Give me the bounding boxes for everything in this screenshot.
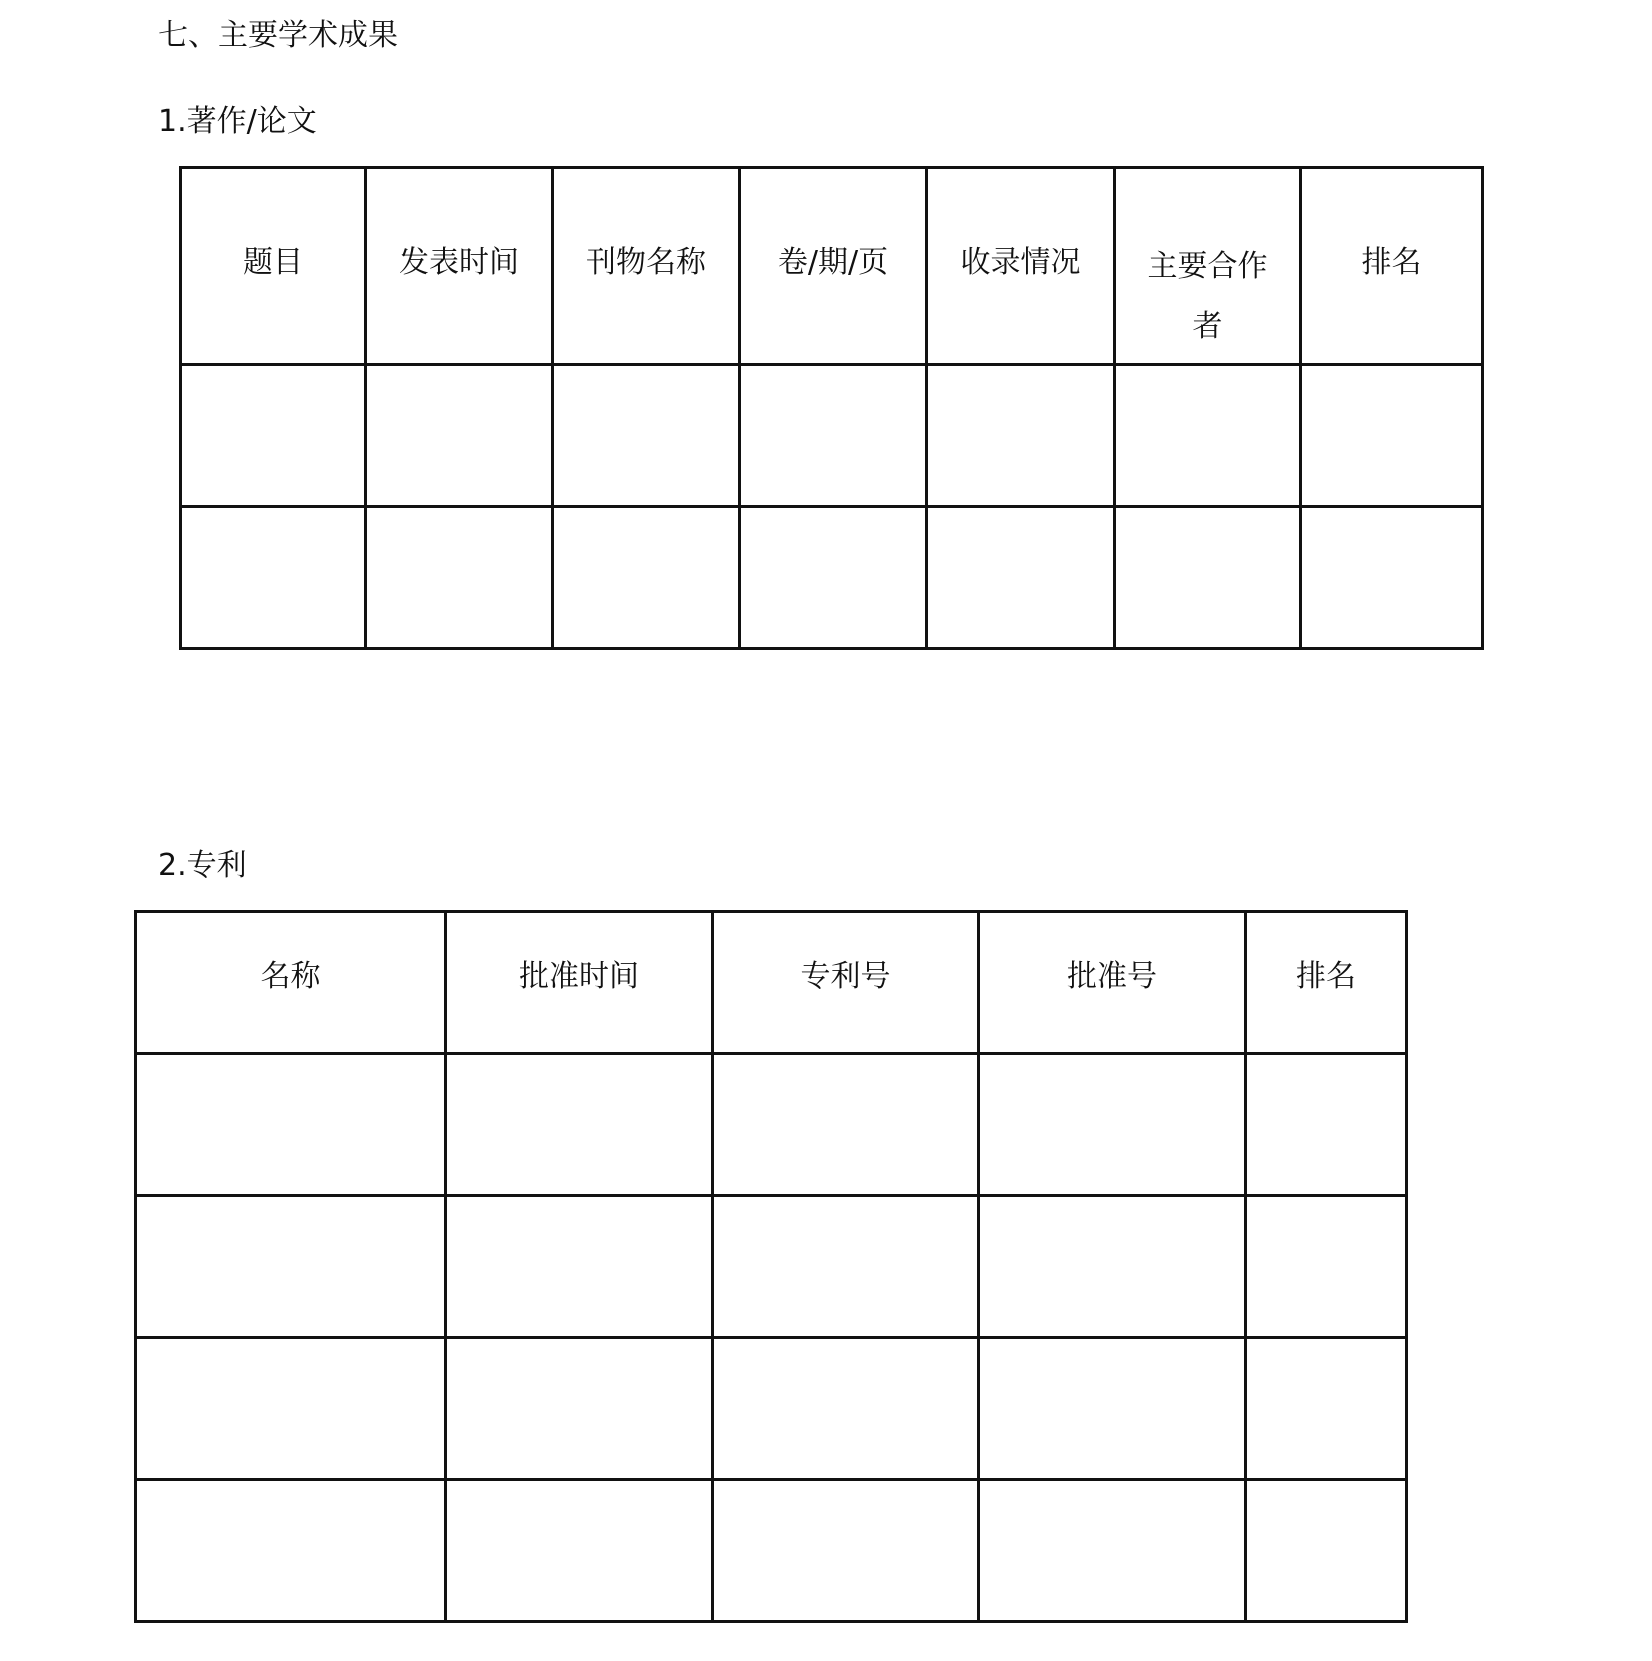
table-cell[interactable]	[181, 365, 366, 507]
works-subtitle: 1.著作/论文	[158, 104, 317, 139]
patents-header-approval-number: 批准号	[979, 912, 1246, 1054]
works-header-volume-issue-page: 卷/期/页	[740, 168, 927, 365]
table-cell[interactable]	[979, 1480, 1246, 1622]
patents-header-approval-date: 批准时间	[446, 912, 713, 1054]
coauthor-line-1: 主要合作	[1147, 249, 1268, 284]
table-cell[interactable]	[927, 507, 1115, 649]
works-header-coauthors	[1115, 168, 1301, 365]
table-cell[interactable]	[979, 1054, 1246, 1196]
table-cell[interactable]	[713, 1480, 979, 1622]
works-header-journal-name: 刊物名称	[553, 168, 740, 365]
table-cell[interactable]	[927, 365, 1115, 507]
table-cell[interactable]	[553, 507, 740, 649]
table-cell[interactable]	[1246, 1338, 1407, 1480]
patents-header-rank: 排名	[1246, 912, 1407, 1054]
table-cell[interactable]	[740, 365, 927, 507]
table-cell[interactable]	[713, 1338, 979, 1480]
table-cell[interactable]	[366, 507, 553, 649]
table-cell[interactable]	[446, 1338, 713, 1480]
table-cell[interactable]	[1246, 1196, 1407, 1338]
table-cell[interactable]	[979, 1338, 1246, 1480]
works-header-indexing: 收录情况	[927, 168, 1115, 365]
table-row	[136, 1338, 1407, 1480]
patents-table	[134, 910, 1408, 1623]
works-header-title: 题目	[181, 168, 366, 365]
table-row	[136, 1480, 1407, 1622]
table-cell[interactable]	[181, 507, 366, 649]
table-cell[interactable]	[1246, 1480, 1407, 1622]
works-header-row	[181, 168, 1483, 365]
table-row	[136, 1054, 1407, 1196]
table-cell[interactable]	[136, 1054, 446, 1196]
table-cell[interactable]	[136, 1196, 446, 1338]
table-cell[interactable]	[713, 1196, 979, 1338]
table-row	[136, 1196, 1407, 1338]
patents-header-patent-number: 专利号	[713, 912, 979, 1054]
table-row	[181, 365, 1483, 507]
patents-header-row	[136, 912, 1407, 1054]
table-cell[interactable]	[553, 365, 740, 507]
table-cell[interactable]	[979, 1196, 1246, 1338]
patents-subtitle: 2.专利	[158, 848, 247, 883]
table-cell[interactable]	[1115, 507, 1301, 649]
table-cell[interactable]	[136, 1338, 446, 1480]
table-cell[interactable]	[446, 1196, 713, 1338]
table-cell[interactable]	[446, 1480, 713, 1622]
patents-header-name: 名称	[136, 912, 446, 1054]
works-header-rank: 排名	[1301, 168, 1483, 365]
table-cell[interactable]	[713, 1054, 979, 1196]
table-cell[interactable]	[366, 365, 553, 507]
table-cell[interactable]	[1246, 1054, 1407, 1196]
works-header-publish-date: 发表时间	[366, 168, 553, 365]
table-cell[interactable]	[740, 507, 927, 649]
table-cell[interactable]	[1301, 365, 1483, 507]
section-title: 七、主要学术成果	[158, 18, 398, 53]
table-cell[interactable]	[1115, 365, 1301, 507]
table-cell[interactable]	[1301, 507, 1483, 649]
table-cell[interactable]	[446, 1054, 713, 1196]
table-cell[interactable]	[136, 1480, 446, 1622]
works-table	[179, 166, 1484, 650]
coauthor-line-2: 者	[1192, 309, 1223, 344]
table-row	[181, 507, 1483, 649]
